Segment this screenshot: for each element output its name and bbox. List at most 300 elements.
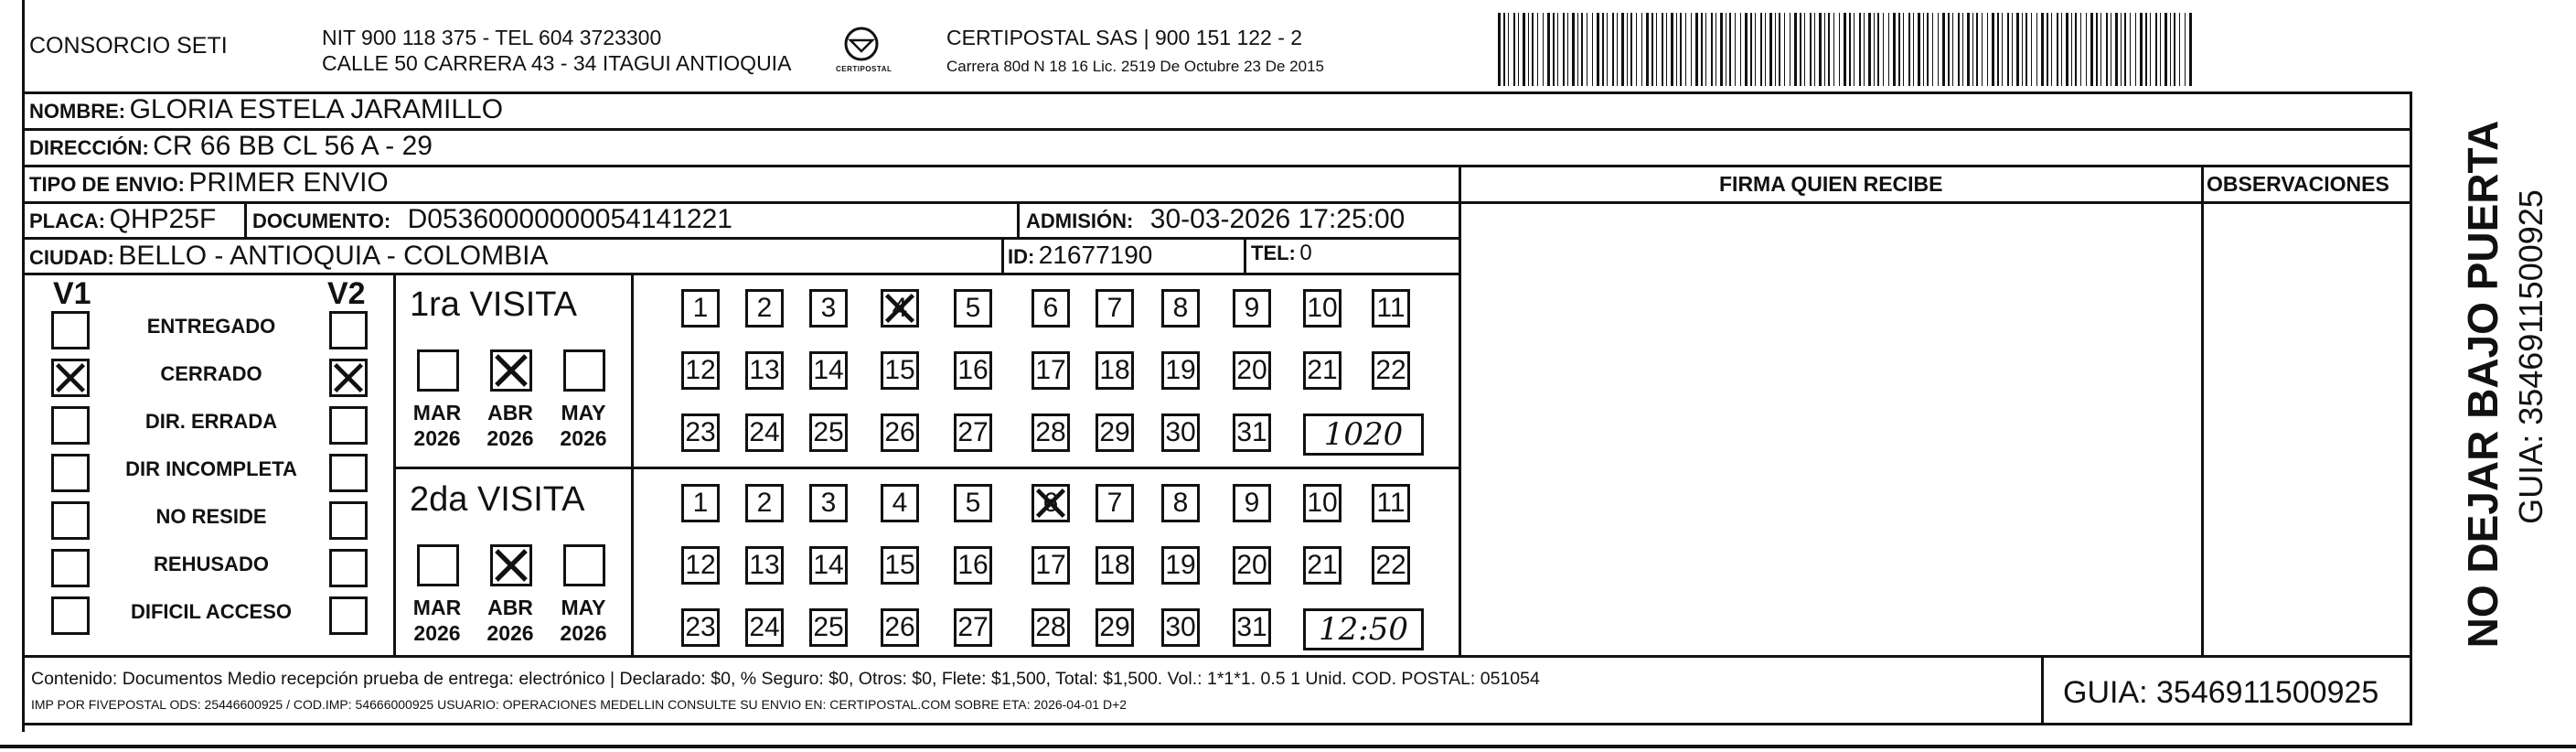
- day-number: 26: [884, 417, 915, 447]
- barcode-bar: [2086, 13, 2087, 86]
- day-box-23[interactable]: [681, 414, 720, 452]
- barcode-bar: [1503, 13, 1505, 86]
- day-number: 3: [820, 293, 837, 323]
- day-box-28[interactable]: [1031, 414, 1070, 452]
- day-box-7[interactable]: [1096, 484, 1134, 522]
- barcode-bar: [1828, 13, 1830, 86]
- rule: [393, 273, 396, 655]
- barcode-bar: [1859, 13, 1861, 86]
- month-label: [483, 401, 538, 451]
- barcode-bar: [2075, 13, 2077, 86]
- barcode-bar: [2145, 13, 2147, 86]
- day-box-29[interactable]: [1096, 608, 1134, 647]
- barcode-bar: [2047, 13, 2048, 86]
- nombre-value: GLORIA ESTELA JARAMILLO: [129, 94, 504, 124]
- barcode-bar: [1651, 13, 1653, 86]
- day-number: 8: [1172, 293, 1189, 323]
- status-option-label: DIR. ERRADA: [144, 410, 278, 433]
- day-number: 25: [813, 417, 844, 447]
- status-option-label: CERRADO: [160, 362, 262, 385]
- barcode-bar: [1839, 13, 1840, 86]
- barcode-bar: [1705, 13, 1706, 86]
- day-box-31[interactable]: [1233, 414, 1271, 452]
- day-number: 30: [1165, 417, 1196, 447]
- day-box-5[interactable]: [954, 289, 992, 328]
- day-number: 11: [1376, 488, 1406, 518]
- barcode-bar: [1662, 13, 1663, 86]
- barcode-bar: [1997, 13, 1999, 86]
- month-checkbox[interactable]: [563, 544, 605, 586]
- day-number: 27: [957, 417, 989, 447]
- barcode-bar: [1893, 13, 1896, 86]
- rule: [393, 467, 1461, 469]
- month-year: 2026: [413, 425, 461, 450]
- barcode-bar: [2036, 13, 2037, 86]
- barcode-bar: [1760, 13, 1762, 86]
- month-label: [556, 596, 611, 646]
- day-box-12[interactable]: [681, 351, 720, 390]
- barcode-bar: [1942, 13, 1945, 86]
- barcode-bar: [1948, 13, 1950, 86]
- barcode-bar: [2130, 13, 2131, 86]
- documento-value: D05360000000054141221: [407, 204, 732, 234]
- day-number: 22: [1375, 550, 1406, 580]
- day-number: 7: [1106, 293, 1123, 323]
- barcode-bar: [1844, 13, 1846, 86]
- x-mark-icon: [332, 361, 365, 394]
- day-number: 20: [1236, 550, 1267, 580]
- status-option-label: REHUSADO: [154, 553, 269, 575]
- day-box-12[interactable]: [681, 546, 720, 585]
- day-box-24[interactable]: [745, 608, 784, 647]
- day-box-6[interactable]: [1031, 289, 1070, 328]
- barcode-bar: [1735, 13, 1736, 86]
- v2-checkbox[interactable]: [329, 549, 368, 587]
- month-name: MAY: [561, 401, 606, 424]
- barcode-bar: [1567, 13, 1568, 86]
- barcode-bar: [2080, 13, 2081, 86]
- day-number: 4: [892, 488, 908, 518]
- day-box-2[interactable]: [745, 289, 784, 328]
- day-box-13[interactable]: [745, 351, 784, 390]
- day-box-15[interactable]: [881, 351, 919, 390]
- barcode-bar: [1617, 13, 1618, 86]
- day-number: 2: [756, 488, 773, 518]
- firma-header: FIRMA QUIEN RECIBE: [1719, 172, 1943, 196]
- day-box-30[interactable]: [1161, 608, 1200, 647]
- barcode-bar: [1553, 13, 1555, 86]
- day-box-8[interactable]: [1161, 289, 1200, 328]
- rule: [22, 655, 2412, 658]
- day-box-15[interactable]: [881, 546, 919, 585]
- rule: [631, 273, 634, 655]
- v2-header: V2: [327, 276, 366, 311]
- v2-checkbox[interactable]: [329, 359, 368, 397]
- barcode-bar: [1691, 13, 1692, 86]
- day-box-17[interactable]: [1031, 546, 1070, 585]
- barcode-bar: [2051, 13, 2052, 86]
- barcode-bar: [2140, 13, 2143, 86]
- barcode-bar: [2155, 13, 2157, 86]
- day-box-19[interactable]: [1161, 351, 1200, 390]
- barcode-bar: [2061, 13, 2062, 86]
- day-number: 12: [685, 355, 716, 385]
- handwritten-time[interactable]: 1020: [1303, 414, 1424, 456]
- day-number: 11: [1376, 293, 1406, 323]
- barcode: [1498, 13, 2202, 86]
- barcode-bar: [1967, 13, 1970, 86]
- day-box-13[interactable]: [745, 546, 784, 585]
- day-box-8[interactable]: [1161, 484, 1200, 522]
- company-name: CONSORCIO SETI: [29, 33, 228, 59]
- barcode-bar: [1814, 13, 1815, 86]
- day-number: 20: [1236, 355, 1267, 385]
- day-box-17[interactable]: [1031, 351, 1070, 390]
- day-number: 21: [1307, 550, 1338, 580]
- day-box-16[interactable]: [954, 351, 992, 390]
- certipostal-logo: [834, 26, 893, 77]
- month-label: [410, 596, 465, 646]
- day-box-11[interactable]: [1372, 289, 1410, 328]
- day-box-31[interactable]: [1233, 608, 1271, 647]
- v1-header: V1: [53, 276, 91, 311]
- ciudad-field: [29, 242, 548, 270]
- day-box-9[interactable]: [1233, 289, 1271, 328]
- month-checkbox[interactable]: [490, 544, 532, 586]
- tipo-row: [29, 169, 389, 197]
- day-number: 27: [957, 612, 989, 642]
- day-number: 7: [1106, 488, 1123, 518]
- no-dejar-notice: NO DEJAR BAJO PUERTA: [2459, 120, 2507, 649]
- day-number: 17: [1035, 355, 1066, 385]
- day-box-4[interactable]: [881, 289, 919, 328]
- status-option-label: DIFICIL ACCESO: [130, 600, 292, 623]
- day-number: 29: [1099, 417, 1130, 447]
- tel-value: 0: [1299, 241, 1312, 265]
- id-value: 21677190: [1038, 241, 1153, 269]
- rule: [1001, 237, 1004, 273]
- day-number: 23: [685, 612, 716, 642]
- day-box-11[interactable]: [1372, 484, 1410, 522]
- barcode-bar: [1769, 13, 1772, 86]
- day-box-22[interactable]: [1372, 546, 1410, 585]
- v1-checkbox[interactable]: [51, 596, 90, 635]
- nombre-label: NOMBRE:: [29, 100, 126, 123]
- day-number: 9: [1244, 488, 1260, 518]
- month-checkbox[interactable]: [490, 349, 532, 392]
- day-box-4[interactable]: [881, 484, 919, 522]
- barcode-bar: [1720, 13, 1723, 86]
- barcode-bar: [2022, 13, 2023, 86]
- barcode-bar: [1794, 13, 1797, 86]
- barcode-bar: [2170, 13, 2171, 86]
- v1-checkbox[interactable]: [51, 406, 90, 445]
- barcode-bar: [2174, 13, 2175, 86]
- month-year: 2026: [413, 620, 461, 645]
- day-box-14[interactable]: [809, 546, 848, 585]
- barcode-bar: [1676, 13, 1677, 86]
- barcode-bar: [1883, 13, 1884, 86]
- ciudad-value: BELLO - ANTIOQUIA - COLOMBIA: [118, 241, 549, 271]
- barcode-bar: [1903, 13, 1904, 86]
- rule: [1244, 237, 1246, 273]
- month-name: MAY: [561, 596, 606, 619]
- day-box-28[interactable]: [1031, 608, 1070, 647]
- day-number: 21: [1307, 355, 1338, 385]
- barcode-bar: [1913, 13, 1914, 86]
- rule: [22, 273, 1461, 275]
- barcode-bar: [1581, 13, 1583, 86]
- day-number: 23: [685, 417, 716, 447]
- bottom-border: [0, 745, 2576, 748]
- month-label: [556, 401, 611, 451]
- barcode-bar: [1932, 13, 1933, 86]
- day-box-10[interactable]: [1303, 484, 1341, 522]
- day-number: 2: [756, 293, 773, 323]
- barcode-bar: [2135, 13, 2136, 86]
- logo-text: CERTIPOSTAL: [836, 65, 893, 73]
- barcode-bar: [1819, 13, 1822, 86]
- barcode-bar: [2041, 13, 2044, 86]
- day-number: 14: [813, 550, 844, 580]
- v1-checkbox[interactable]: [51, 454, 90, 492]
- barcode-bar: [1976, 13, 1978, 86]
- day-number: 5: [965, 488, 981, 518]
- barcode-bar: [1874, 13, 1875, 86]
- day-box-26[interactable]: [881, 608, 919, 647]
- day-box-5[interactable]: [954, 484, 992, 522]
- barcode-bar: [1666, 13, 1667, 86]
- month-checkbox[interactable]: [417, 544, 459, 586]
- day-box-9[interactable]: [1233, 484, 1271, 522]
- barcode-bar: [1577, 13, 1578, 86]
- day-number: 1: [692, 488, 709, 518]
- barcode-bar: [1810, 13, 1812, 86]
- day-box-20[interactable]: [1233, 546, 1271, 585]
- id-field: [1008, 242, 1152, 268]
- nit-line: NIT 900 118 375 - TEL 604 3723300: [322, 26, 662, 49]
- barcode-bar: [1607, 13, 1608, 86]
- day-box-26[interactable]: [881, 414, 919, 452]
- placa-label: PLACA:: [29, 209, 106, 232]
- day-box-2[interactable]: [745, 484, 784, 522]
- barcode-bar: [1671, 13, 1673, 86]
- address-line: CALLE 50 CARRERA 43 - 34 ITAGUI ANTIOQUIA: [322, 51, 792, 75]
- barcode-bar: [1547, 13, 1550, 86]
- x-mark-icon: [493, 352, 529, 389]
- barcode-bar: [1833, 13, 1834, 86]
- barcode-bar: [1779, 13, 1780, 86]
- barcode-bar: [2179, 13, 2180, 86]
- left-border: [22, 0, 25, 732]
- day-box-20[interactable]: [1233, 351, 1271, 390]
- barcode-bar: [2066, 13, 2068, 86]
- day-box-7[interactable]: [1096, 289, 1134, 328]
- v2-checkbox[interactable]: [329, 406, 368, 445]
- id-label: ID:: [1008, 245, 1035, 268]
- day-box-3[interactable]: [809, 484, 848, 522]
- handwritten-time[interactable]: 12:50: [1303, 608, 1424, 650]
- barcode-bar: [1952, 13, 1953, 86]
- day-box-1[interactable]: [681, 289, 720, 328]
- day-number: 18: [1099, 550, 1130, 580]
- barcode-bar: [1864, 13, 1865, 86]
- barcode-bar: [2100, 13, 2101, 86]
- day-box-19[interactable]: [1161, 546, 1200, 585]
- day-number: 19: [1165, 355, 1196, 385]
- barcode-bar: [1528, 13, 1529, 86]
- day-box-21[interactable]: [1303, 546, 1341, 585]
- barcode-bar: [1630, 13, 1632, 86]
- month-year: 2026: [486, 620, 534, 645]
- v2-checkbox[interactable]: [329, 501, 368, 540]
- day-box-21[interactable]: [1303, 351, 1341, 390]
- rule: [1459, 165, 1461, 655]
- rule: [2201, 165, 2204, 655]
- day-number: 17: [1035, 550, 1066, 580]
- day-box-1[interactable]: [681, 484, 720, 522]
- barcode-bar: [1621, 13, 1624, 86]
- contenido-line: Contenido: Documentos Medio recepción prueba de entrega: electrónico | Declarado: $0, % Seguro: $0, Otros: $0, Flete: $1,500, Total: $1,500. Vol.: 1*1*1. 0.5 1 Unid. COD. POSTAL: 051054: [31, 669, 1540, 689]
- barcode-bar: [1557, 13, 1558, 86]
- day-number: 30: [1165, 612, 1196, 642]
- barcode-bar: [2031, 13, 2032, 86]
- day-box-25[interactable]: [809, 414, 848, 452]
- barcode-bar: [2057, 13, 2058, 86]
- direccion-row: [29, 133, 433, 160]
- day-box-6[interactable]: [1031, 484, 1070, 522]
- day-number: 15: [884, 355, 915, 385]
- barcode-bar: [1572, 13, 1575, 86]
- day-box-23[interactable]: [681, 608, 720, 647]
- direccion-label: DIRECCIÓN:: [29, 136, 149, 159]
- documento-label: DOCUMENTO:: [252, 209, 391, 232]
- v2-checkbox[interactable]: [329, 454, 368, 492]
- tel-field: [1251, 242, 1312, 264]
- barcode-bar: [1627, 13, 1628, 86]
- barcode-bar: [1958, 13, 1960, 86]
- nombre-row: [29, 96, 503, 124]
- barcode-bar: [1765, 13, 1766, 86]
- footer-guia: GUIA: 3546911500925: [2063, 675, 2379, 710]
- barcode-bar: [1987, 13, 1988, 86]
- day-number: 10: [1307, 488, 1338, 518]
- day-number: 13: [749, 550, 780, 580]
- barcode-bar: [1854, 13, 1855, 86]
- day-box-29[interactable]: [1096, 414, 1134, 452]
- admision-value: 30-03-2026 17:25:00: [1149, 204, 1406, 234]
- barcode-bar: [2115, 13, 2118, 86]
- barcode-bar: [1849, 13, 1851, 86]
- barcode-bar: [2002, 13, 2003, 86]
- barcode-bar: [2121, 13, 2122, 86]
- barcode-bar: [1729, 13, 1731, 86]
- day-number: 26: [884, 612, 915, 642]
- day-box-10[interactable]: [1303, 289, 1341, 328]
- barcode-bar: [2016, 13, 2019, 86]
- v1-checkbox[interactable]: [51, 311, 90, 349]
- tipo-value: PRIMER ENVIO: [188, 167, 389, 198]
- barcode-bar: [1750, 13, 1752, 86]
- placa-value: QHP25F: [109, 204, 217, 234]
- x-mark-icon: [493, 547, 529, 584]
- barcode-bar: [2124, 13, 2126, 86]
- barcode-bar: [2189, 13, 2192, 86]
- v2-checkbox[interactable]: [329, 596, 368, 635]
- rule: [1017, 201, 1020, 237]
- month-name: MAR: [412, 596, 462, 619]
- barcode-bar: [1804, 13, 1805, 86]
- imp-line: IMP POR FIVEPOSTAL ODS: 25446600925 / COD.IMP: 54666000925 USUARIO: OPERACIONES MEDELLIN CONSULTE SU ENVIO EN: CERTIPOSTAL.COM SOBRE ETA: 2026-04-01 D+2: [31, 697, 1128, 712]
- certipostal-line: CERTIPOSTAL SAS | 900 151 122 - 2: [946, 26, 1303, 49]
- barcode-bar: [1888, 13, 1889, 86]
- certipostal-license: Carrera 80d N 18 16 Lic. 2519 De Octubre 23 De 2015: [946, 58, 1324, 75]
- barcode-bar: [1563, 13, 1565, 86]
- day-number: 8: [1172, 488, 1189, 518]
- admision-field: [1026, 206, 1405, 233]
- day-box-22[interactable]: [1372, 351, 1410, 390]
- day-box-30[interactable]: [1161, 414, 1200, 452]
- day-number: 12: [685, 550, 716, 580]
- barcode-bar: [1755, 13, 1756, 86]
- barcode-bar: [1641, 13, 1642, 86]
- barcode-bar: [2160, 13, 2161, 86]
- v1-checkbox[interactable]: [51, 359, 90, 397]
- day-box-24[interactable]: [745, 414, 784, 452]
- day-number: 25: [813, 612, 844, 642]
- day-box-18[interactable]: [1096, 351, 1134, 390]
- day-box-14[interactable]: [809, 351, 848, 390]
- barcode-bar: [1740, 13, 1741, 86]
- day-box-18[interactable]: [1096, 546, 1134, 585]
- barcode-bar: [1992, 13, 1994, 86]
- barcode-bar: [1868, 13, 1871, 86]
- tipo-label: TIPO DE ENVIO:: [29, 173, 185, 196]
- barcode-bar: [1775, 13, 1776, 86]
- rule: [2041, 655, 2044, 723]
- barcode-bar: [2007, 13, 2009, 86]
- rule: [244, 201, 247, 237]
- barcode-bar: [1543, 13, 1544, 86]
- month-checkbox[interactable]: [417, 349, 459, 392]
- barcode-bar: [1701, 13, 1703, 86]
- day-number: 14: [813, 355, 844, 385]
- v1-checkbox[interactable]: [51, 549, 90, 587]
- barcode-bar: [1498, 13, 1501, 86]
- v2-checkbox[interactable]: [329, 311, 368, 349]
- day-box-27[interactable]: [954, 608, 992, 647]
- ciudad-label: CIUDAD:: [29, 246, 114, 269]
- day-number: 19: [1165, 550, 1196, 580]
- v1-checkbox[interactable]: [51, 501, 90, 540]
- day-box-3[interactable]: [809, 289, 848, 328]
- day-box-16[interactable]: [954, 546, 992, 585]
- visit-title: 2da VISITA: [410, 480, 585, 519]
- barcode-bar: [2096, 13, 2098, 86]
- day-number: 16: [957, 550, 989, 580]
- day-number: 29: [1099, 612, 1130, 642]
- day-box-25[interactable]: [809, 608, 848, 647]
- month-checkbox[interactable]: [563, 349, 605, 392]
- barcode-bar: [1877, 13, 1879, 86]
- barcode-bar: [1908, 13, 1910, 86]
- status-option-label: NO RESIDE: [155, 505, 267, 528]
- day-number: 9: [1244, 293, 1260, 323]
- barcode-bar: [1513, 13, 1515, 86]
- barcode-bar: [1508, 13, 1509, 86]
- barcode-bar: [1824, 13, 1825, 86]
- day-box-27[interactable]: [954, 414, 992, 452]
